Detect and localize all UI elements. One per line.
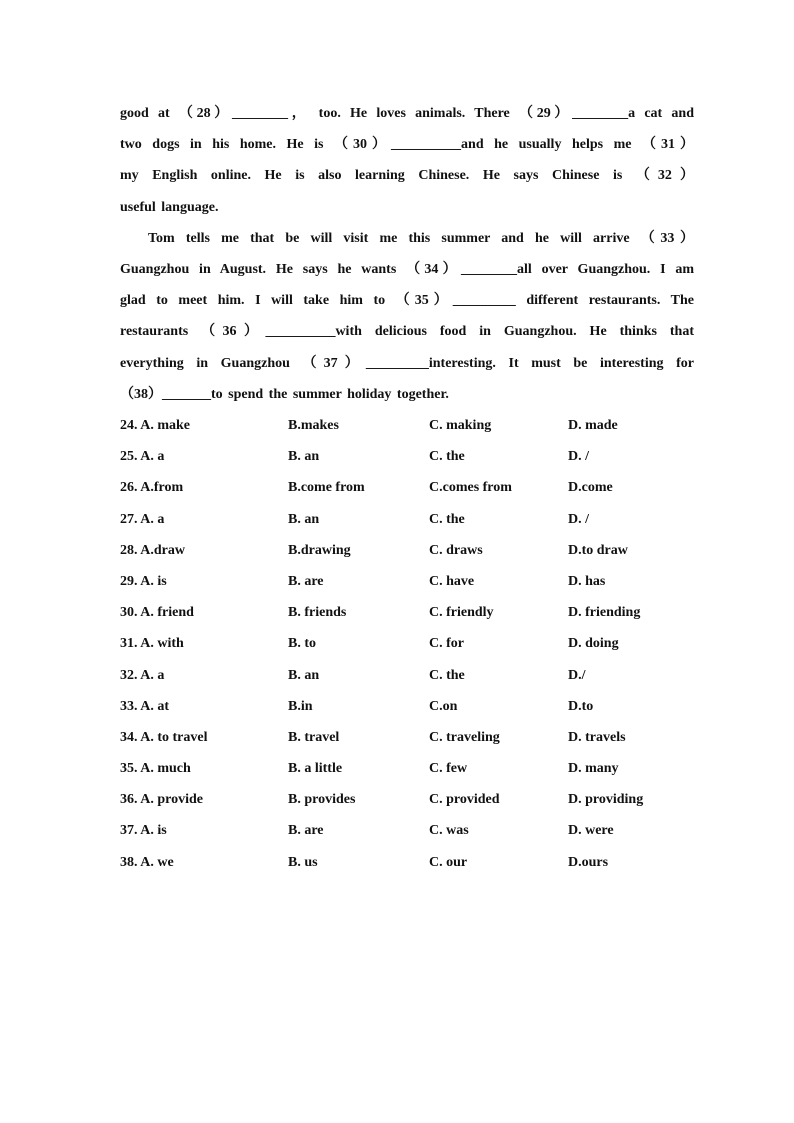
option-c: C.comes from [429,480,512,496]
text-run: Tom tells me that be will visit me this summer and he will arrive [148,230,641,246]
option-d: D. travels [568,729,626,745]
passage-line [120,192,694,223]
question-row [120,472,694,503]
option-d: D. has [568,573,606,589]
text-run: with delicious food in Guangzhou. He thinks that [335,324,694,340]
question-row [120,628,694,659]
question-row [120,847,694,878]
option-d: D. / [568,511,589,527]
option-a: 26. A.from [120,480,184,496]
passage-paragraph-2 [120,223,694,410]
option-d: D. many [568,761,619,777]
blank-number: （35） [395,293,453,309]
option-b: B. to [288,636,316,652]
option-d: D./ [568,667,586,683]
passage-line [120,316,694,347]
option-d: D.come [568,480,613,496]
option-b: B. an [288,511,320,527]
question-row [120,566,694,597]
question-row [120,535,694,566]
option-c: C. was [429,823,469,839]
option-a: 31. A. with [120,636,184,652]
text-run: a cat and [628,106,694,121]
blank-number: （37） [302,355,366,371]
worksheet-page [120,98,694,878]
option-c: C. draws [429,542,483,558]
question-row [120,660,694,691]
option-b: B. provides [288,792,356,808]
blank-number: （33） [640,230,694,246]
text-run: everything in Guangzhou [120,355,303,371]
question-row [120,784,694,815]
passage-line [120,160,694,191]
passage-paragraph-1 [120,98,694,223]
text-run: two dogs in his home. He is [120,137,334,153]
option-c: C. for [429,636,464,652]
option-b: B.come from [288,480,365,496]
option-c: C. making [429,418,492,434]
blank-number: （29） [518,106,573,121]
option-a: 36. A. provide [120,792,203,808]
option-a: 28. A.draw [120,542,185,558]
blank-number: （38） [120,386,162,402]
option-b: B. an [288,667,320,683]
option-c: C. traveling [429,729,500,745]
option-a: 30. A. friend [120,605,194,621]
option-b: B. us [288,854,318,870]
passage-line [120,254,694,285]
blank-number: （30） [334,137,392,153]
option-d: D. / [568,449,589,465]
text-run: all over Guangzhou. I am [517,262,695,278]
answer-blank: _______ [162,386,211,402]
option-d: D. providing [568,792,644,808]
option-a: 25. A. a [120,449,165,465]
option-c: C. friendly [429,605,494,621]
option-b: B. travel [288,729,340,745]
option-d: D. were [568,823,614,839]
option-c: C. provided [429,792,500,808]
text-run: my English online. He is also learning Chinese. He says Chinese is [120,168,636,184]
option-b: B.drawing [288,542,351,558]
option-d: D. friending [568,605,641,621]
text-run: to spend the summer holiday together. [211,386,449,402]
option-d: D. made [568,418,618,434]
text-run: restaurants [120,324,202,340]
answer-blank: _________ [365,355,429,371]
option-c: C. few [429,761,468,777]
option-a: 29. A. is [120,573,167,589]
question-row [120,722,694,753]
option-b: B.in [288,698,313,714]
option-b: B. a little [288,761,343,777]
text-run: good at [120,106,179,121]
blank-number: （34） [406,262,461,278]
option-c: C. have [429,573,475,589]
answer-blank: _________ [452,293,516,309]
text-run: and he usually helps me [461,137,642,153]
option-d: D.to [568,698,594,714]
blank-number: （31） [641,137,695,153]
question-row [120,815,694,846]
option-b: B. are [288,823,324,839]
answer-blank: __________ [265,324,336,340]
option-b: B. an [288,449,320,465]
option-c: C. the [429,667,465,683]
option-a: 35. A. much [120,761,191,777]
answer-blank: ________ [461,262,517,278]
text-run: Guangzhou in August. He says he wants [120,262,407,278]
text-run: ， too. He loves animals. There [288,106,519,121]
text-run: useful language. [120,199,219,215]
option-d: D. doing [568,636,619,652]
option-d: D.ours [568,854,609,870]
question-row [120,597,694,628]
text-run: interesting. It must be interesting for [428,355,694,371]
option-a: 32. A. a [120,667,165,683]
blank-number: （36） [201,324,266,340]
option-d: D.to draw [568,542,628,558]
passage-line [120,348,694,379]
option-a: 33. A. at [120,698,169,714]
option-a: 38. A. we [120,854,174,870]
option-a: 34. A. to travel [120,729,208,745]
option-a: 27. A. a [120,511,165,527]
passage-line [120,129,694,160]
text-run: glad to meet him. I will take him to [120,293,396,309]
question-row [120,441,694,472]
option-a: 24. A. make [120,418,190,434]
option-a: 37. A. is [120,823,167,839]
question-row [120,410,694,441]
answer-options-list [120,410,694,878]
passage-line [120,98,694,129]
option-c: C.on [429,698,458,714]
answer-blank: ________ [572,106,629,121]
passage-line [120,285,694,316]
answer-blank: ________ [232,106,289,121]
passage-line [120,223,694,254]
option-c: C. our [429,854,468,870]
text-run: different restaurants. The [515,293,694,309]
option-c: C. the [429,511,465,527]
blank-number: （28） [178,106,233,121]
option-b: B. friends [288,605,347,621]
question-row [120,691,694,722]
option-c: C. the [429,449,465,465]
question-row [120,753,694,784]
passage-line [120,379,694,410]
answer-blank: __________ [391,137,462,153]
option-b: B.makes [288,418,339,434]
option-b: B. are [288,573,324,589]
question-row [120,504,694,535]
blank-number: （32） [635,168,694,184]
